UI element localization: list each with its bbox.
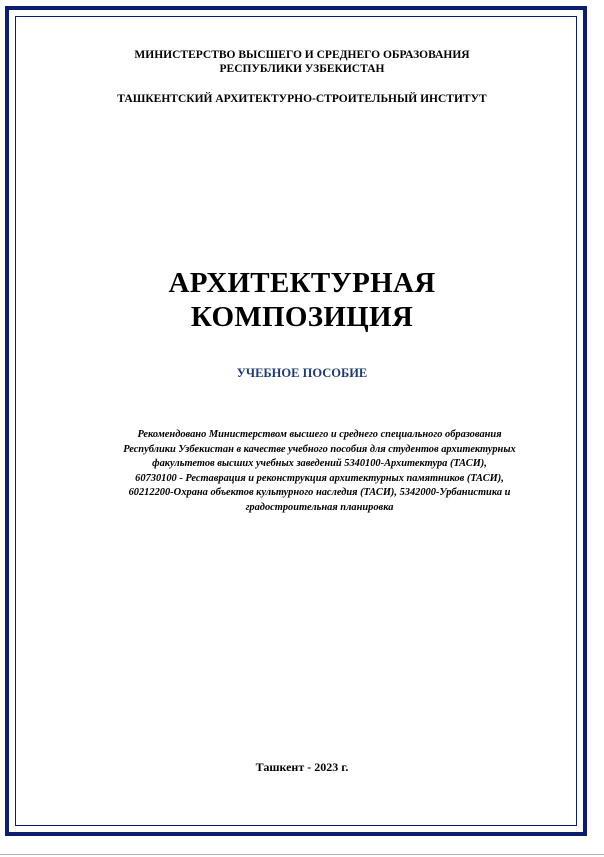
institute-heading: ТАШКЕНТСКИЙ АРХИТЕКТУРНО-СТРОИТЕЛЬНЫЙ ИНСТИТУТ: [117, 93, 487, 105]
recommendation-line-1: Рекомендовано Министерством высшего и среднего специального образования: [137, 429, 502, 440]
document-title: [0, 266, 604, 334]
recommendation-line-2: Республики Узбекистан в качестве учебного пособия для студентов архитектурных: [123, 443, 516, 455]
recommendation-text: [92, 428, 547, 515]
place-year: Ташкент - 2023 г.: [255, 760, 349, 774]
title-line-2: КОМПОЗИЦИЯ: [190, 301, 414, 333]
ministry-line-1: МИНИСТЕРСТВО ВЫСШЕГО И СРЕДНЕГО ОБРАЗОВАНИЯ: [134, 49, 470, 61]
ministry-heading: [0, 48, 604, 76]
recommendation-line-3: факультетов высших учебных заведений 5340100-Архитектура (ТАСИ),: [152, 458, 487, 469]
document-subtitle: УЧЕБНОЕ ПОСОБИЕ: [236, 366, 368, 380]
page-bottom-divider: [0, 854, 604, 855]
title-line-1: АРХИТЕКТУРНАЯ: [168, 267, 436, 299]
recommendation-line-4: 60730100 - Реставрация и реконструкция архитектурных памятников (ТАСИ),: [135, 472, 504, 484]
recommendation-line-5: 60212200-Охрана объектов культурного наследия (ТАСИ), 5342000-Урбанистика и: [128, 487, 511, 498]
recommendation-line-6: градостроительная планировка: [245, 501, 394, 513]
ministry-line-2: РЕСПУБЛИКИ УЗБЕКИСТАН: [219, 63, 385, 75]
page-border-inner: [15, 16, 577, 826]
